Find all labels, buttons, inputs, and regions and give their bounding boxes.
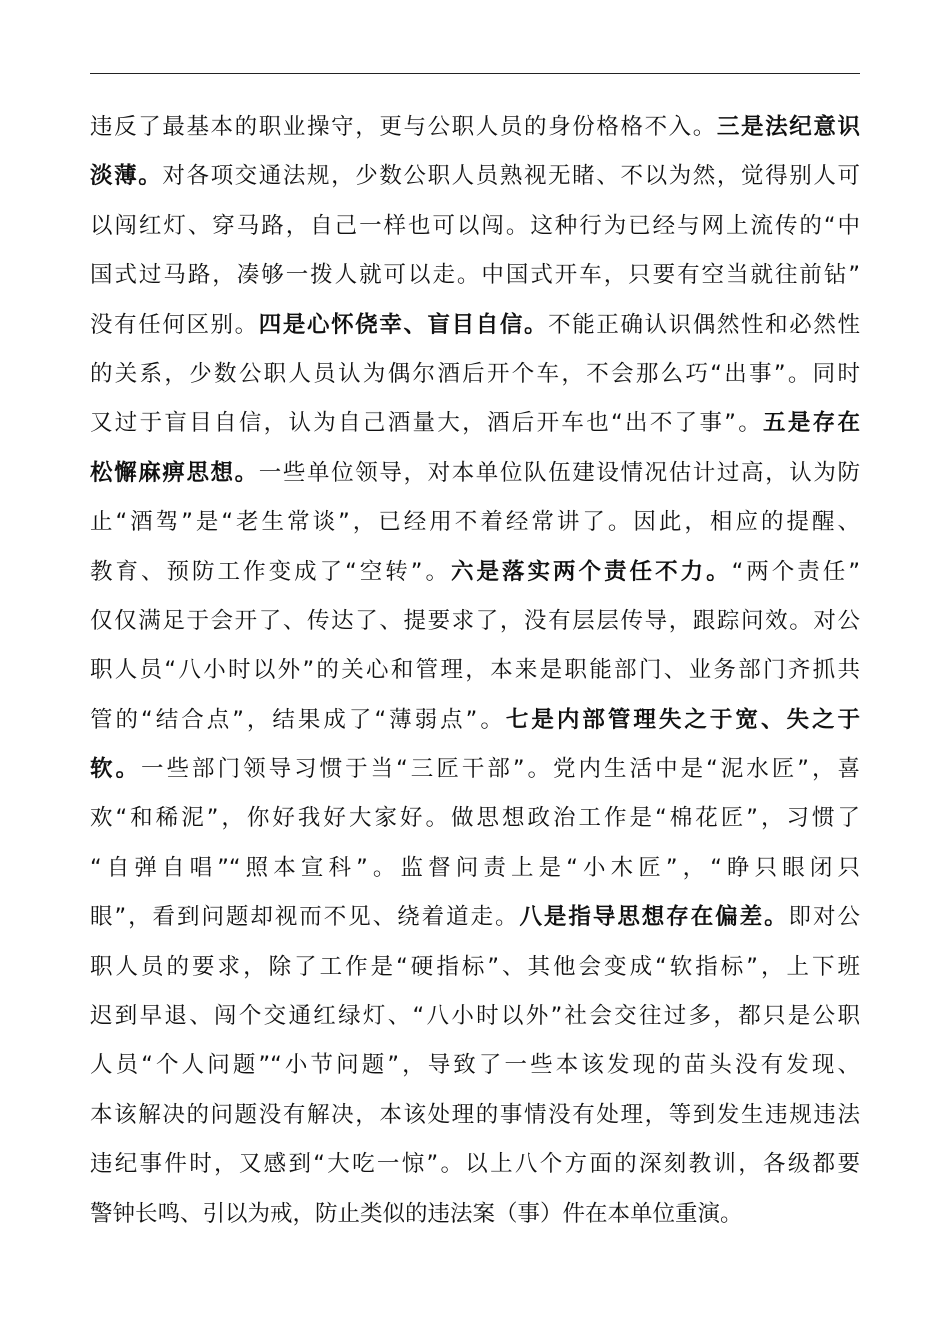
text-line bbox=[90, 1190, 860, 1239]
bold-heading-text: 七是内部管理失之于宽、失之于 bbox=[505, 706, 860, 733]
text-line bbox=[90, 1091, 860, 1140]
body-text-run: 警钟长鸣、引以为戒，防止类似的违法案（事）件在本单位重演。 bbox=[90, 1200, 743, 1227]
body-text-run: 人员“个人问题”“小节问题”，导致了一些本该发现的苗头没有发现、 bbox=[90, 1052, 860, 1079]
bold-heading-text: 软。 bbox=[90, 756, 142, 783]
text-line bbox=[90, 646, 860, 695]
body-text-run: 即对公 bbox=[788, 904, 860, 931]
bold-heading-text: 五是存在 bbox=[763, 410, 860, 437]
text-line bbox=[90, 696, 860, 745]
bold-heading-text: 松懈麻痹思想。 bbox=[90, 459, 259, 486]
body-text-run: 的关系，少数公职人员认为偶尔酒后开个车，不会那么巧“出事”。同时 bbox=[90, 360, 860, 387]
text-line bbox=[90, 597, 860, 646]
body-text-run: 又过于盲目自信，认为自己酒量大，酒后开车也“出不了事”。 bbox=[90, 410, 764, 437]
text-line bbox=[90, 449, 860, 498]
body-text-run: “两个责任” bbox=[731, 558, 860, 585]
bold-heading-text: 六是落实两个责任不力。 bbox=[450, 558, 732, 585]
body-text-run: 欢“和稀泥”，你好我好大家好。做思想政治工作是“棉花匠”，习惯了 bbox=[90, 805, 860, 832]
text-line bbox=[90, 498, 860, 547]
body-text-run: 以闯红灯、穿马路，自己一样也可以闯。这种行为已经与网上流传的“中 bbox=[90, 212, 860, 239]
body-paragraph bbox=[90, 103, 860, 1239]
body-text-run: 迟到早退、闯个交通红绿灯、“八小时以外”社会交往过多，都只是公职 bbox=[90, 1003, 860, 1030]
body-text-run: 对各项交通法规，少数公职人员熟视无睹、不以为然，觉得别人可 bbox=[162, 163, 860, 190]
text-line bbox=[90, 893, 860, 942]
text-line bbox=[90, 943, 860, 992]
body-text-run: “自弹自唱”“照本宣科”。监督问责上是“小木匠”，“睁只眼闭只 bbox=[90, 854, 860, 881]
text-line bbox=[90, 548, 860, 597]
bold-heading-text: 四是心怀侥幸、盲目自信。 bbox=[258, 311, 549, 338]
text-line bbox=[90, 251, 860, 300]
body-text-run: 本该解决的问题没有解决，本该处理的事情没有处理，等到发生违规违法 bbox=[90, 1101, 860, 1128]
header-rule bbox=[90, 73, 860, 74]
text-line bbox=[90, 1041, 860, 1090]
body-text-run: 教育、预防工作变成了“空转”。 bbox=[90, 558, 451, 585]
text-line bbox=[90, 745, 860, 794]
text-line bbox=[90, 992, 860, 1041]
text-line bbox=[90, 103, 860, 152]
text-line bbox=[90, 152, 860, 201]
body-text-run: 没有任何区别。 bbox=[90, 311, 259, 338]
body-text-run: 职人员“八小时以外”的关心和管理，本来是职能部门、业务部门齐抓共 bbox=[90, 657, 860, 684]
body-text-run: 一些部门领导习惯于当“三匠干部”。党内生活中是“泥水匠”，喜 bbox=[141, 756, 860, 783]
body-text-run: 仅仅满足于会开了、传达了、提要求了，没有层层传导，跟踪问效。对公 bbox=[90, 607, 860, 634]
bold-heading-text: 八是指导思想存在偏差。 bbox=[519, 904, 789, 931]
body-text-run: 国式过马路，凑够一拨人就可以走。中国式开车，只要有空当就往前钻” bbox=[90, 262, 860, 289]
body-text-run: 眼”，看到问题却视而不见、绕着道走。 bbox=[90, 904, 520, 931]
text-line bbox=[90, 350, 860, 399]
text-line bbox=[90, 794, 860, 843]
body-text-run: 不能正确认识偶然性和必然性 bbox=[548, 311, 860, 338]
text-line bbox=[90, 844, 860, 893]
body-text-run: 管的“结合点”，结果成了“薄弱点”。 bbox=[90, 706, 506, 733]
bold-heading-text: 三是法纪意识 bbox=[716, 114, 860, 140]
text-line bbox=[90, 301, 860, 350]
body-text-run: 止“酒驾”是“老生常谈”，已经用不着经常讲了。因此，相应的提醒、 bbox=[90, 509, 860, 536]
body-text-run: 违纪事件时，又感到“大吃一惊”。以上八个方面的深刻教训，各级都要 bbox=[90, 1151, 860, 1178]
body-text-run: 一些单位领导，对本单位队伍建设情况估计过高，认为防 bbox=[258, 459, 860, 486]
text-line bbox=[90, 1140, 860, 1189]
text-line bbox=[90, 202, 860, 251]
body-text-run: 职人员的要求，除了工作是“硬指标”、其他会变成“软指标”，上下班 bbox=[90, 953, 860, 980]
bold-heading-text: 淡薄。 bbox=[90, 163, 163, 190]
body-text-run: 违反了最基本的职业操守，更与公职人员的身份格格不入。 bbox=[90, 114, 717, 140]
text-line bbox=[90, 399, 860, 448]
